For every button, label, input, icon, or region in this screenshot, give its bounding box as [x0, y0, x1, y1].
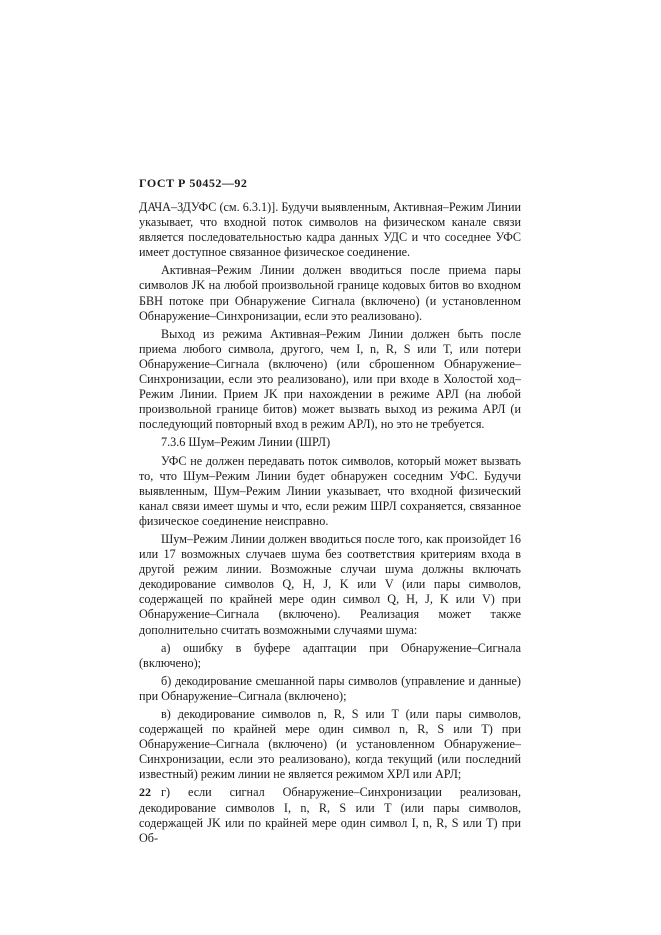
list-item: а) ошибку в буфере адаптации при Обнаружение–Сигнала (включено);: [139, 640, 521, 670]
list-item: в) декодирование символов n, R, S или T (или пары символов, содержащей по крайней мере один символ n, R, S или T) при Обнаружение–Сигнала (включено) (и установленном Обнаружение–Синхронизации, если это реализовано), когда текущий (или последний известный) режим линии не является режимом ХРЛ или АРЛ;: [139, 707, 521, 782]
list-item: б) декодирование смешанной пары символов (управление и данные) при Обнаружение–Сигнала (включено);: [139, 673, 521, 703]
paragraph: УФС не должен передавать поток символов, который может вызвать то, что Шум–Режим Линии будет обнаружен соседним УФС. Будучи выявленным, Шум–Режим Линии указывает, что входной физический канал связи имеет шумы и что, если режим ШРЛ сохраняется, связанное физическое соединение неисправно.: [139, 453, 521, 528]
paragraph: Выход из режима Активная–Режим Линии должен быть после приема любого символа, другого, чем I, n, R, S или T, или потери Обнаружение–Сигнала (включено) (или сброшенном Обнаружение–Синхронизации, если это реализовано), или при входе в Холостой ход–Режим Линии. Прием JK при нахождении в режиме АРЛ (на любой произвольной границе битов) может вызвать выход из режима АРЛ (и последующий повторный вход в режим АРЛ), но это не требуется.: [139, 326, 521, 432]
page-number: 22: [139, 785, 151, 799]
paragraph: Активная–Режим Линии должен вводиться после приема пары символов JK на любой произвольной границе кодовых битов во входном БВН потоке при Обнаружение Сигнала (включено) (и установленном Обнаружение–Синхронизации, если это реализовано).: [139, 263, 521, 323]
list-item: г) если сигнал Обнаружение–Синхронизации реализован, декодирование символов I, n, R, S или T (или пары символов, содержащей JK или по крайней мере один символ I, n, R, S или T) при Об-: [139, 785, 521, 845]
standard-header: ГОСТ Р 50452—92: [139, 176, 248, 190]
section-heading: 7.3.6 Шум–Режим Линии (ШРЛ): [161, 435, 331, 450]
body-text: [139, 200, 521, 849]
paragraph: ДАЧА–ЗДУФС (см. 6.3.1)]. Будучи выявленным, Активная–Режим Линии указывает, что входной поток символов на физическом канале связи является последовательностью кадра данных УДС и что соседнее УФС имеет доступное связанное физическое соединение.: [139, 200, 521, 260]
paragraph: Шум–Режим Линии должен вводиться после того, как произойдет 16 или 17 возможных случаев шума без соответствия критериям входа в другой режим линии. Возможные случаи шума должны включать декодирование символов Q, H, J, K или V (или пары символов, содержащей по крайней мере один символ Q, H, J, K или V) при Обнаружение–Сигнала (включено). Реализация может также дополнительно считать возможными случаями шума:: [139, 531, 521, 637]
